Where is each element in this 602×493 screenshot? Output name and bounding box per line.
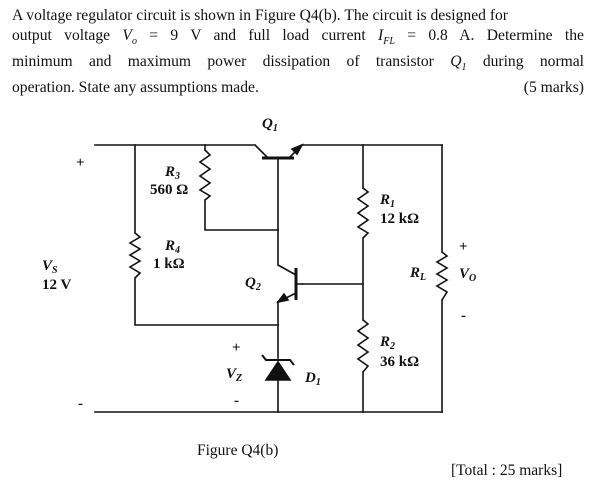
r4-value: 1 kΩ — [153, 256, 185, 272]
d1-symbol: $D_1$ — [305, 370, 321, 388]
r2-value: 36 kΩ — [380, 354, 420, 370]
q2-label: $Q_2$ — [245, 275, 261, 293]
r3-resistor — [200, 150, 210, 200]
vs-plus: + — [76, 155, 85, 171]
question-line-4: operation. State any assumptions made. (5 marks) — [12, 79, 584, 97]
r3-bottom-wire — [205, 200, 278, 230]
r2-resistor — [358, 320, 368, 372]
question-line-3: minimum and maximum power dissipation of transistor $Q_1$ during normal — [12, 53, 585, 74]
figure-caption: Figure Q4(b) — [197, 442, 279, 459]
marks-label: (5 marks) — [523, 79, 584, 97]
vs-symbol: $V_S$ — [42, 258, 58, 276]
q1-symbol: $Q_1$ — [450, 53, 467, 74]
question-line-1: A voltage regulator circuit is shown in Figure Q4(b). The circuit is designed for — [12, 7, 508, 24]
r1-symbol: $R_1$ — [380, 192, 396, 210]
q1-transistor — [255, 145, 302, 158]
rl-symbol: $R_L$ — [410, 265, 427, 283]
q1-label: $Q_1$ — [262, 116, 278, 134]
vo-symbol: $V_o$ — [122, 27, 137, 48]
vz-plus: + — [232, 340, 241, 356]
total-marks: [Total : 25 marks] — [451, 462, 563, 479]
vs-value: 12 V — [42, 277, 72, 293]
r4-resistor — [130, 233, 140, 278]
vz-minus: - — [234, 393, 239, 409]
r1-resistor — [358, 188, 368, 238]
r4-symbol: $R_4$ — [165, 238, 181, 256]
r3-symbol: $R_3$ — [165, 164, 181, 182]
vo-minus: - — [461, 308, 466, 324]
question-line-2: output voltage $V_o = 9$ V and full load current $I_{FL} = 0.8$ A. Determine the — [12, 27, 584, 48]
vs-minus: - — [78, 396, 83, 412]
q2-transistor — [278, 265, 303, 302]
rl-resistor — [437, 252, 447, 300]
vz-symbol: $V_Z$ — [226, 366, 243, 384]
vo-symbol-label: $V_O$ — [459, 266, 477, 284]
r2-symbol: $R_2$ — [380, 334, 396, 352]
vo-plus: + — [459, 239, 468, 255]
ifl-symbol: $I_{FL}$ — [378, 27, 395, 48]
r3-value: 560 Ω — [150, 182, 189, 198]
r1-value: 12 kΩ — [380, 211, 420, 227]
